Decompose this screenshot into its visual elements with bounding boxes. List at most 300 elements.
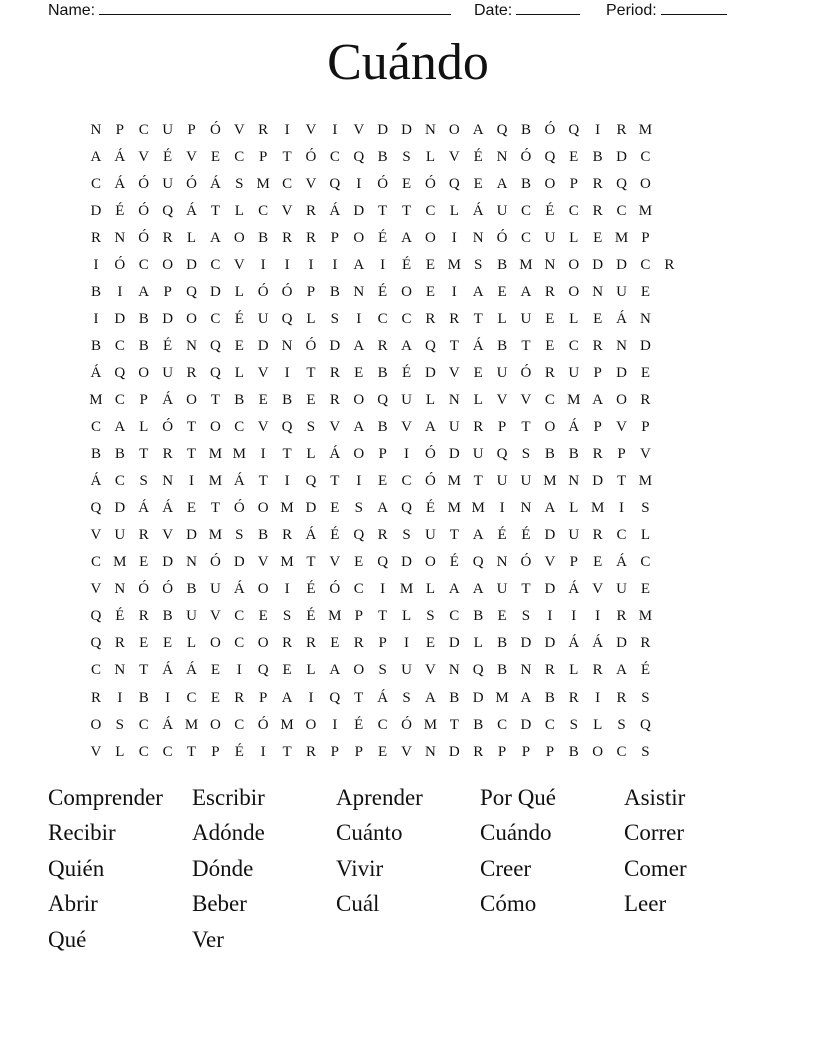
grid-letter[interactable]: E xyxy=(163,635,173,652)
grid-letter[interactable]: U xyxy=(496,473,508,490)
grid-letter[interactable]: I xyxy=(165,689,171,706)
grid-letter[interactable]: C xyxy=(425,202,436,219)
grid-letter[interactable]: D xyxy=(401,554,412,571)
grid-letter[interactable]: A xyxy=(472,121,484,138)
grid-letter[interactable]: Q xyxy=(281,310,293,327)
grid-letter[interactable]: Ó xyxy=(401,716,412,733)
grid-letter[interactable]: V xyxy=(90,527,102,544)
grid-letter[interactable]: T xyxy=(521,419,531,436)
grid-letter[interactable]: V xyxy=(281,202,293,219)
grid-letter[interactable]: Ó xyxy=(520,364,532,381)
grid-letter[interactable]: É xyxy=(163,148,173,165)
grid-letter[interactable]: Q xyxy=(90,608,102,625)
grid-letter[interactable]: V xyxy=(305,175,317,192)
grid-letter[interactable]: O xyxy=(544,175,556,192)
grid-letter[interactable]: S xyxy=(330,310,340,327)
grid-letter[interactable]: É xyxy=(378,229,388,246)
grid-letter[interactable]: P xyxy=(211,743,220,760)
grid-letter[interactable]: B xyxy=(544,446,555,463)
grid-letter[interactable]: C xyxy=(234,608,245,625)
grid-letter[interactable]: Q xyxy=(209,364,221,381)
grid-letter[interactable]: Ó xyxy=(257,716,269,733)
grid-letter[interactable]: B xyxy=(520,175,531,192)
grid-letter[interactable]: C xyxy=(544,391,555,408)
grid-letter[interactable]: C xyxy=(377,716,388,733)
grid-letter[interactable]: U xyxy=(424,527,436,544)
grid-letter[interactable]: T xyxy=(306,364,316,381)
grid-letter[interactable]: N xyxy=(114,229,126,246)
grid-letter[interactable]: M xyxy=(208,473,223,490)
grid-letter[interactable]: C xyxy=(234,635,245,652)
grid-letter[interactable]: Á xyxy=(233,473,245,490)
grid-letter[interactable]: S xyxy=(402,527,411,544)
grid-letter[interactable]: M xyxy=(567,391,581,408)
grid-letter[interactable]: Ó xyxy=(162,581,174,598)
grid-letter[interactable]: C xyxy=(616,202,627,219)
grid-letter[interactable]: Á xyxy=(186,202,197,219)
grid-letter[interactable]: T xyxy=(401,202,412,219)
grid-letter[interactable]: E xyxy=(354,364,364,381)
grid-letter[interactable]: A xyxy=(329,662,341,679)
grid-letter[interactable]: N xyxy=(90,121,102,138)
grid-letter[interactable]: D xyxy=(544,635,556,652)
grid-letter[interactable]: A xyxy=(448,581,460,598)
grid-letter[interactable]: B xyxy=(449,689,460,706)
grid-letter[interactable]: A xyxy=(90,148,102,165)
grid-letter[interactable]: C xyxy=(640,256,651,273)
grid-letter[interactable]: P xyxy=(593,364,602,381)
grid-letter[interactable]: D xyxy=(616,148,627,165)
grid-letter[interactable]: U xyxy=(257,310,269,327)
grid-letter[interactable]: E xyxy=(593,229,603,246)
grid-letter[interactable]: I xyxy=(356,473,362,490)
grid-letter[interactable]: E xyxy=(545,310,555,327)
grid-letter[interactable]: D xyxy=(257,337,269,354)
grid-letter[interactable]: L xyxy=(306,446,316,463)
grid-letter[interactable]: S xyxy=(235,527,244,544)
grid-letter[interactable]: R xyxy=(305,202,316,219)
grid-letter[interactable]: O xyxy=(257,581,269,598)
grid-letter[interactable]: A xyxy=(377,500,389,517)
grid-letter[interactable]: E xyxy=(497,608,507,625)
grid-letter[interactable]: Ó xyxy=(138,229,150,246)
grid-letter[interactable]: O xyxy=(353,446,365,463)
grid-letter[interactable]: B xyxy=(473,716,484,733)
grid-letter[interactable]: V xyxy=(186,148,197,165)
grid-letter[interactable]: V xyxy=(257,554,269,571)
grid-letter[interactable]: Á xyxy=(329,446,341,463)
grid-letter[interactable]: Á xyxy=(114,148,126,165)
grid-letter[interactable]: L xyxy=(139,419,149,436)
grid-letter[interactable]: V xyxy=(90,743,102,760)
grid-letter[interactable]: V xyxy=(257,364,269,381)
grid-letter[interactable]: V xyxy=(544,554,556,571)
grid-letter[interactable]: P xyxy=(569,554,578,571)
grid-letter[interactable]: C xyxy=(186,689,197,706)
grid-letter[interactable]: D xyxy=(162,310,174,327)
grid-letter[interactable]: S xyxy=(474,256,483,273)
grid-letter[interactable]: Á xyxy=(162,500,174,517)
grid-letter[interactable]: S xyxy=(569,716,578,733)
grid-letter[interactable]: E xyxy=(593,310,603,327)
grid-letter[interactable]: Q xyxy=(496,446,508,463)
grid-letter[interactable]: R xyxy=(544,283,555,300)
grid-letter[interactable]: T xyxy=(449,527,459,544)
grid-letter[interactable]: E xyxy=(139,554,149,571)
grid-letter[interactable]: D xyxy=(520,716,532,733)
grid-letter[interactable]: V xyxy=(305,121,317,138)
grid-letter[interactable]: B xyxy=(520,121,531,138)
grid-letter[interactable]: P xyxy=(259,148,268,165)
grid-letter[interactable]: E xyxy=(210,662,220,679)
grid-letter[interactable]: É xyxy=(354,716,364,733)
grid-letter[interactable]: B xyxy=(377,364,388,381)
grid-letter[interactable]: Q xyxy=(448,175,460,192)
date-field[interactable] xyxy=(474,0,580,20)
grid-letter[interactable]: B xyxy=(90,446,101,463)
grid-letter[interactable]: M xyxy=(447,500,461,517)
grid-letter[interactable]: U xyxy=(520,473,532,490)
grid-letter[interactable]: É xyxy=(640,662,651,679)
grid-letter[interactable]: B xyxy=(90,337,101,354)
grid-letter[interactable]: R xyxy=(592,527,603,544)
grid-letter[interactable]: Q xyxy=(377,391,389,408)
grid-letter[interactable]: D xyxy=(233,554,245,571)
grid-letter[interactable]: L xyxy=(425,391,435,408)
grid-letter[interactable]: R xyxy=(90,689,101,706)
grid-letter[interactable]: I xyxy=(93,310,99,327)
grid-letter[interactable]: D xyxy=(448,446,460,463)
grid-letter[interactable]: T xyxy=(354,689,364,706)
grid-letter[interactable]: A xyxy=(472,283,484,300)
grid-letter[interactable]: D xyxy=(448,743,460,760)
grid-letter[interactable]: T xyxy=(282,148,292,165)
grid-letter[interactable]: I xyxy=(595,689,601,706)
grid-letter[interactable]: P xyxy=(163,283,172,300)
period-field[interactable] xyxy=(606,0,727,20)
grid-letter[interactable]: U xyxy=(472,446,484,463)
grid-letter[interactable]: Á xyxy=(472,337,484,354)
grid-letter[interactable]: R xyxy=(186,364,197,381)
grid-letter[interactable]: E xyxy=(258,608,268,625)
grid-letter[interactable]: P xyxy=(497,419,507,436)
grid-letter[interactable]: R xyxy=(305,635,316,652)
grid-letter[interactable]: B xyxy=(377,148,388,165)
grid-letter[interactable]: I xyxy=(284,256,290,273)
grid-letter[interactable]: O xyxy=(401,283,412,300)
grid-letter[interactable]: L xyxy=(569,500,579,517)
grid-letter[interactable]: R xyxy=(592,202,603,219)
grid-letter[interactable]: T xyxy=(186,419,197,436)
grid-letter[interactable]: A xyxy=(401,337,412,354)
grid-letter[interactable]: R xyxy=(640,391,651,408)
grid-letter[interactable]: D xyxy=(592,256,604,273)
grid-letter[interactable]: P xyxy=(378,635,387,652)
grid-letter[interactable]: E xyxy=(234,337,244,354)
grid-letter[interactable]: R xyxy=(544,364,555,381)
grid-letter[interactable]: C xyxy=(234,716,245,733)
grid-letter[interactable]: Q xyxy=(353,527,365,544)
grid-letter[interactable]: U xyxy=(448,419,460,436)
grid-letter[interactable]: Á xyxy=(90,364,102,381)
grid-letter[interactable]: M xyxy=(638,121,653,138)
grid-letter[interactable]: É xyxy=(497,527,507,544)
grid-letter[interactable]: E xyxy=(425,256,435,273)
grid-letter[interactable]: R xyxy=(377,337,388,354)
grid-letter[interactable]: I xyxy=(308,689,314,706)
grid-letter[interactable]: I xyxy=(595,608,601,625)
grid-letter[interactable]: Á xyxy=(377,689,389,706)
grid-letter[interactable]: L xyxy=(234,202,244,219)
grid-letter[interactable]: P xyxy=(354,608,363,625)
grid-letter[interactable]: U xyxy=(616,283,627,300)
grid-letter[interactable]: Ó xyxy=(138,175,150,192)
grid-letter[interactable]: I xyxy=(332,256,338,273)
grid-letter[interactable]: T xyxy=(449,716,459,733)
grid-letter[interactable]: N xyxy=(186,554,197,571)
grid-letter[interactable]: B xyxy=(138,310,149,327)
grid-letter[interactable]: Ó xyxy=(281,283,293,300)
grid-letter[interactable]: N xyxy=(186,337,197,354)
grid-letter[interactable]: E xyxy=(186,500,197,517)
grid-letter[interactable]: Q xyxy=(209,337,221,354)
grid-letter[interactable]: Ó xyxy=(138,202,150,219)
grid-letter[interactable]: D xyxy=(401,121,412,138)
grid-letter[interactable]: I xyxy=(595,121,601,138)
grid-letter[interactable]: R xyxy=(162,229,173,246)
grid-letter[interactable]: D xyxy=(544,581,556,598)
grid-letter[interactable]: M xyxy=(614,229,629,246)
grid-letter[interactable]: R xyxy=(90,229,101,246)
grid-letter[interactable]: M xyxy=(280,716,294,733)
grid-letter[interactable]: O xyxy=(544,419,556,436)
grid-letter[interactable]: M xyxy=(399,581,414,598)
grid-letter[interactable]: U xyxy=(568,527,580,544)
grid-letter[interactable]: D xyxy=(544,527,556,544)
grid-letter[interactable]: S xyxy=(641,689,650,706)
grid-letter[interactable]: B xyxy=(258,527,269,544)
grid-letter[interactable]: E xyxy=(330,500,340,517)
grid-letter[interactable]: T xyxy=(306,554,316,571)
grid-letter[interactable]: R xyxy=(592,662,603,679)
grid-letter[interactable]: R xyxy=(592,446,603,463)
grid-letter[interactable]: D xyxy=(114,500,126,517)
grid-letter[interactable]: C xyxy=(114,391,125,408)
grid-letter[interactable]: C xyxy=(138,743,149,760)
grid-letter[interactable]: C xyxy=(138,121,149,138)
grid-letter[interactable]: O xyxy=(233,229,245,246)
grid-letter[interactable]: C xyxy=(90,662,101,679)
grid-letter[interactable]: V xyxy=(162,527,174,544)
grid-letter[interactable]: B xyxy=(162,608,173,625)
grid-letter[interactable]: M xyxy=(471,500,485,517)
grid-letter[interactable]: L xyxy=(234,364,244,381)
grid-letter[interactable]: P xyxy=(354,743,363,760)
grid-letter[interactable]: D xyxy=(353,202,365,219)
grid-letter[interactable]: A xyxy=(592,391,604,408)
grid-letter[interactable]: C xyxy=(90,175,101,192)
grid-letter[interactable]: R xyxy=(138,527,149,544)
grid-letter[interactable]: B xyxy=(138,689,149,706)
grid-letter[interactable]: É xyxy=(234,743,244,760)
grid-letter[interactable]: T xyxy=(210,202,220,219)
grid-letter[interactable]: O xyxy=(353,662,365,679)
grid-letter[interactable]: M xyxy=(256,175,270,192)
grid-letter[interactable]: Q xyxy=(424,337,436,354)
grid-letter[interactable]: C xyxy=(401,310,412,327)
grid-letter[interactable]: C xyxy=(258,202,269,219)
grid-letter[interactable]: O xyxy=(424,229,436,246)
grid-letter[interactable]: C xyxy=(520,202,531,219)
grid-letter[interactable]: C xyxy=(616,743,627,760)
grid-letter[interactable]: C xyxy=(210,310,221,327)
grid-letter[interactable]: D xyxy=(640,337,651,354)
grid-letter[interactable]: V xyxy=(233,256,245,273)
grid-letter[interactable]: O xyxy=(257,500,269,517)
grid-letter[interactable]: T xyxy=(258,473,268,490)
grid-letter[interactable]: V xyxy=(401,419,412,436)
period-line[interactable] xyxy=(661,0,727,15)
grid-letter[interactable]: T xyxy=(473,473,483,490)
grid-letter[interactable]: I xyxy=(260,743,266,760)
grid-letter[interactable]: O xyxy=(138,364,150,381)
grid-letter[interactable]: S xyxy=(641,743,650,760)
grid-letter[interactable]: C xyxy=(640,554,651,571)
grid-letter[interactable]: L xyxy=(306,662,316,679)
grid-letter[interactable]: C xyxy=(114,473,125,490)
grid-letter[interactable]: V xyxy=(233,121,245,138)
grid-letter[interactable]: B xyxy=(258,229,269,246)
grid-letter[interactable]: B xyxy=(114,446,125,463)
grid-letter[interactable]: Ó xyxy=(424,473,436,490)
grid-letter[interactable]: P xyxy=(569,175,578,192)
grid-letter[interactable]: B xyxy=(473,608,484,625)
grid-letter[interactable]: I xyxy=(332,121,338,138)
grid-letter[interactable]: E xyxy=(545,337,555,354)
grid-letter[interactable]: L xyxy=(569,229,579,246)
grid-letter[interactable]: Ó xyxy=(329,581,341,598)
grid-letter[interactable]: I xyxy=(547,608,553,625)
grid-letter[interactable]: C xyxy=(329,148,340,165)
grid-letter[interactable]: N xyxy=(353,283,365,300)
grid-letter[interactable]: O xyxy=(90,716,102,733)
grid-letter[interactable]: V xyxy=(353,121,365,138)
grid-letter[interactable]: M xyxy=(328,608,342,625)
grid-letter[interactable]: Ó xyxy=(209,121,221,138)
grid-letter[interactable]: P xyxy=(330,743,340,760)
grid-letter[interactable]: Á xyxy=(162,662,174,679)
grid-letter[interactable]: B xyxy=(497,256,508,273)
grid-letter[interactable]: P xyxy=(259,689,268,706)
grid-letter[interactable]: O xyxy=(209,635,221,652)
grid-letter[interactable]: Á xyxy=(568,419,580,436)
grid-letter[interactable]: É xyxy=(378,283,388,300)
grid-letter[interactable]: U xyxy=(568,364,580,381)
grid-letter[interactable]: E xyxy=(282,662,292,679)
grid-letter[interactable]: D xyxy=(186,527,197,544)
grid-letter[interactable]: E xyxy=(425,635,435,652)
grid-letter[interactable]: I xyxy=(451,229,457,246)
grid-letter[interactable]: A xyxy=(209,229,221,246)
grid-letter[interactable]: V xyxy=(640,446,651,463)
grid-letter[interactable]: N xyxy=(520,500,532,517)
grid-letter[interactable]: Q xyxy=(90,635,102,652)
grid-letter[interactable]: E xyxy=(593,554,603,571)
grid-letter[interactable]: Á xyxy=(472,202,484,219)
grid-letter[interactable]: L xyxy=(306,310,316,327)
grid-letter[interactable]: I xyxy=(308,256,314,273)
grid-letter[interactable]: E xyxy=(401,175,412,192)
grid-letter[interactable]: L xyxy=(449,202,459,219)
grid-letter[interactable]: V xyxy=(448,364,460,381)
grid-letter[interactable]: M xyxy=(543,473,557,490)
grid-letter[interactable]: E xyxy=(210,148,220,165)
grid-letter[interactable]: R xyxy=(282,635,293,652)
grid-letter[interactable]: R xyxy=(114,635,125,652)
grid-letter[interactable]: Á xyxy=(138,500,150,517)
grid-letter[interactable]: Q xyxy=(568,121,580,138)
grid-letter[interactable]: A xyxy=(424,689,436,706)
grid-letter[interactable]: E xyxy=(569,148,579,165)
grid-letter[interactable]: T xyxy=(139,446,149,463)
grid-letter[interactable]: O xyxy=(186,391,197,408)
grid-letter[interactable]: I xyxy=(189,473,194,490)
grid-letter[interactable]: L xyxy=(593,716,603,733)
grid-letter[interactable]: É xyxy=(545,202,555,219)
grid-letter[interactable]: Q xyxy=(640,716,651,733)
grid-letter[interactable]: T xyxy=(378,202,388,219)
grid-letter[interactable]: Á xyxy=(90,473,102,490)
grid-letter[interactable]: L xyxy=(473,391,483,408)
grid-letter[interactable]: É xyxy=(521,527,531,544)
grid-letter[interactable]: M xyxy=(280,554,294,571)
grid-letter[interactable]: P xyxy=(306,283,316,300)
grid-letter[interactable]: E xyxy=(210,689,220,706)
grid-letter[interactable]: R xyxy=(353,635,364,652)
grid-letter[interactable]: S xyxy=(139,473,148,490)
grid-letter[interactable]: B xyxy=(282,391,293,408)
name-field[interactable] xyxy=(48,0,451,20)
grid-letter[interactable]: N xyxy=(114,662,126,679)
grid-letter[interactable]: R xyxy=(425,310,436,327)
grid-letter[interactable]: D xyxy=(114,310,126,327)
grid-letter[interactable]: I xyxy=(380,581,386,598)
grid-letter[interactable]: U xyxy=(520,310,532,327)
grid-letter[interactable]: E xyxy=(640,283,651,300)
grid-letter[interactable]: R xyxy=(377,527,388,544)
grid-letter[interactable]: C xyxy=(234,148,245,165)
grid-letter[interactable]: R xyxy=(258,121,269,138)
grid-letter[interactable]: Ó xyxy=(520,554,532,571)
grid-letter[interactable]: T xyxy=(616,473,627,490)
grid-letter[interactable]: Ó xyxy=(186,175,197,192)
grid-letter[interactable]: L xyxy=(115,743,125,760)
grid-letter[interactable]: O xyxy=(592,743,604,760)
grid-letter[interactable]: V xyxy=(616,419,627,436)
grid-letter[interactable]: S xyxy=(306,419,316,436)
grid-letter[interactable]: V xyxy=(209,608,221,625)
grid-letter[interactable]: R xyxy=(449,310,460,327)
grid-letter[interactable]: B xyxy=(186,581,197,598)
grid-letter[interactable]: O xyxy=(186,310,197,327)
grid-letter[interactable]: R xyxy=(664,256,675,273)
grid-letter[interactable]: R xyxy=(592,337,603,354)
grid-letter[interactable]: É xyxy=(449,554,459,571)
grid-letter[interactable]: Q xyxy=(616,175,627,192)
grid-letter[interactable]: U xyxy=(114,527,126,544)
grid-letter[interactable]: Ó xyxy=(138,581,150,598)
grid-letter[interactable]: P xyxy=(139,391,148,408)
